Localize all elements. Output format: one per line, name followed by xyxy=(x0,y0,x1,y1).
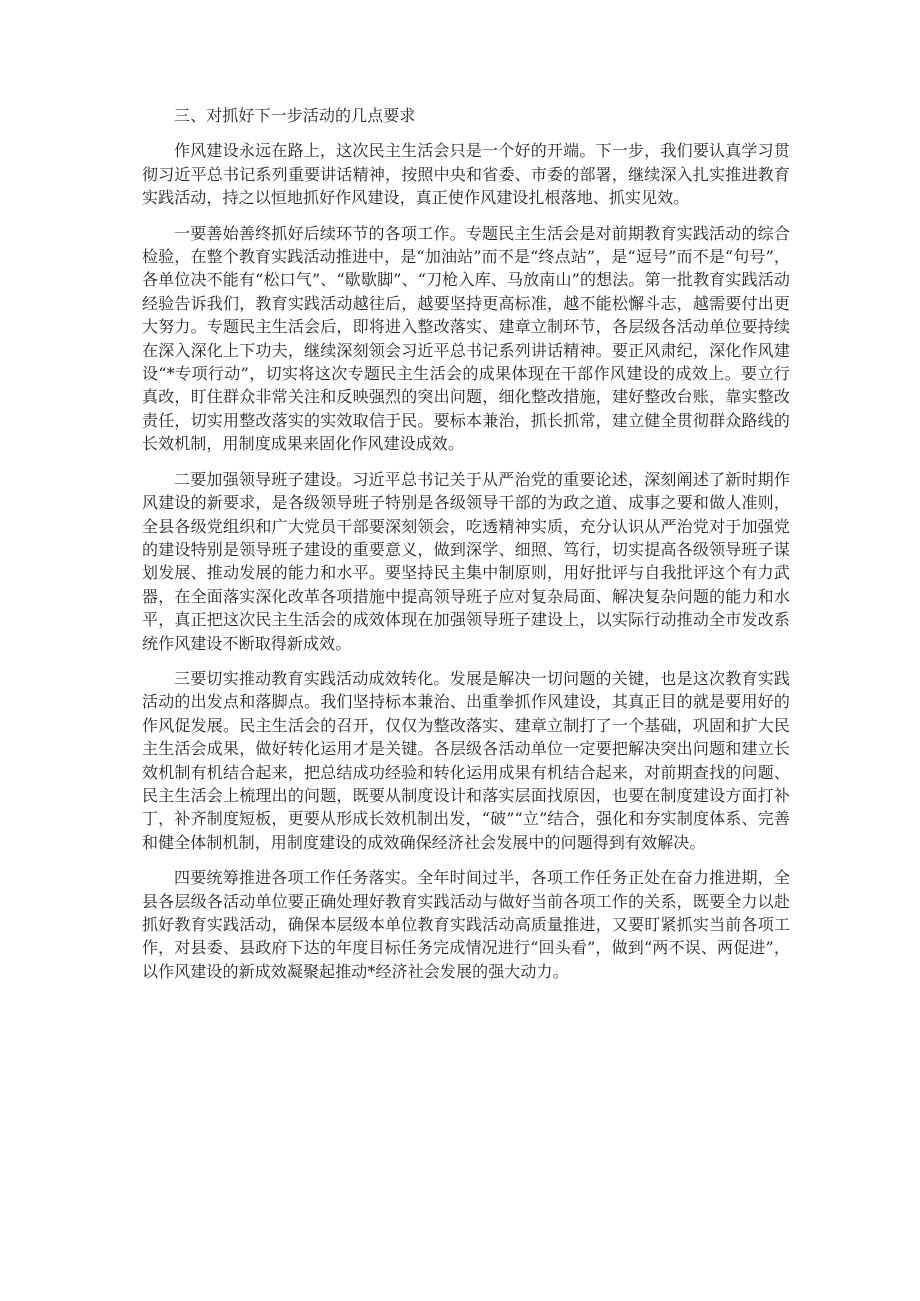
paragraph-requirement-3: 三要切实推动教育实践活动成效转化。发展是解决一切问题的关键，也是这次教育实践活动的出发点和落脚点。我们坚持标本兼治、出重拳抓作风建设，其真正目的就是要用好的作风促发展。民主生活会的召开，仅仅为整改落实、建章立制打了一个基础，巩固和扩大民主生活会成果，做好转化运用才是关键。各层级各活动单位一定要把解决突出问题和建立长效机制有机结合起来，把总结成功经验和转化运用成果有机结合起来，对前期查找的问题、民主生活会上梳理出的问题，既要从制度设计和落实层面找原因，也要在制度建设方面打补丁，补齐制度短板，更要从形成长效机制出发，“破”“立”结合，强化和夯实制度体系、完善和健全体制机制，用制度建设的成效确保经济社会发展中的问题得到有效解决。 xyxy=(142,668,790,852)
document-page xyxy=(142,104,790,995)
paragraph-intro: 作风建设永远在路上，这次民主生活会只是一个好的开端。下一步，我们要认真学习贯彻习近平总书记系列重要讲话精神，按照中央和省委、市委的部署，继续深入扎实推进教育实践活动，持之以恒地抓好作风建设，真正使作风建设扎根落地、抓实见效。 xyxy=(142,141,790,208)
section-heading: 三、对抓好下一步活动的几点要求 xyxy=(174,106,416,125)
paragraph-requirement-1: 一要善始善终抓好后续环节的各项工作。专题民主生活会是对前期教育实践活动的综合检验，在整个教育实践活动推进中，是“加油站”而不是“终点站”，是“逗号”而不是“句号”，各单位决不能有“松口气”、“歇歇脚”、“刀枪入库、马放南山”的想法。第一批教育实践活动经验告诉我们，教育实践活动越往后，越要坚持更高标准，越不能松懈斗志，越需要付出更大努力。专题民主生活会后，即将进入整改落实、建章立制环节，各层级各活动单位要持续在深入深化上下功夫，继续深刻领会习近平总书记系列讲话精神。要正风肃纪，深化作风建设“*专项行动”，切实将这次专题民主生活会的成果体现在干部作风建设的成效上。要立行真改，盯住群众非常关注和反映强烈的突出问题，细化整改措施，建好整改台账，靠实整改责任，切实用整改落实的实效取信于民。要标本兼治，抓长抓常，建立健全贯彻群众路线的长效机制，用制度成果来固化作风建设成效。 xyxy=(142,223,790,454)
paragraph-requirement-4: 四要统筹推进各项工作任务落实。全年时间过半，各项工作任务正处在奋力推进期，全县各层级各活动单位要正确处理好教育实践活动与做好当前各项工作的关系，既要全力以赴抓好教育实践活动，确保本层级本单位教育实践活动高质量推进，又要盯紧抓实当前各项工作，对县委、县政府下达的年度目标任务完成情况进行“回头看”，做到“两不误、两促进”，以作风建设的新成效凝聚起推动*经济社会发展的强大动力。 xyxy=(142,868,790,981)
paragraph-requirement-2: 二要加强领导班子建设。习近平总书记关于从严治党的重要论述，深刻阐述了新时期作风建设的新要求，是各级领导班子特别是各级领导干部的为政之道、成事之要和做人准则，全县各级党组织和广大党员干部要深刻领会，吃透精神实质，充分认识从严治党对于加强党的建设特别是领导班子建设的重要意义，做到深学、细照、笃行，切实提高各级领导班子谋划发展、推动发展的能力和水平。要坚持民主集中制原则，用好批评与自我批评这个有力武器，在全面落实深化改革各项措施中提高领导班子应对复杂局面、解决复杂问题的能力和水平，真正把这次民主生活会的成效体现在加强领导班子建设上，以实际行动推动全市发改系统作风建设不断取得新成效。 xyxy=(142,469,790,653)
